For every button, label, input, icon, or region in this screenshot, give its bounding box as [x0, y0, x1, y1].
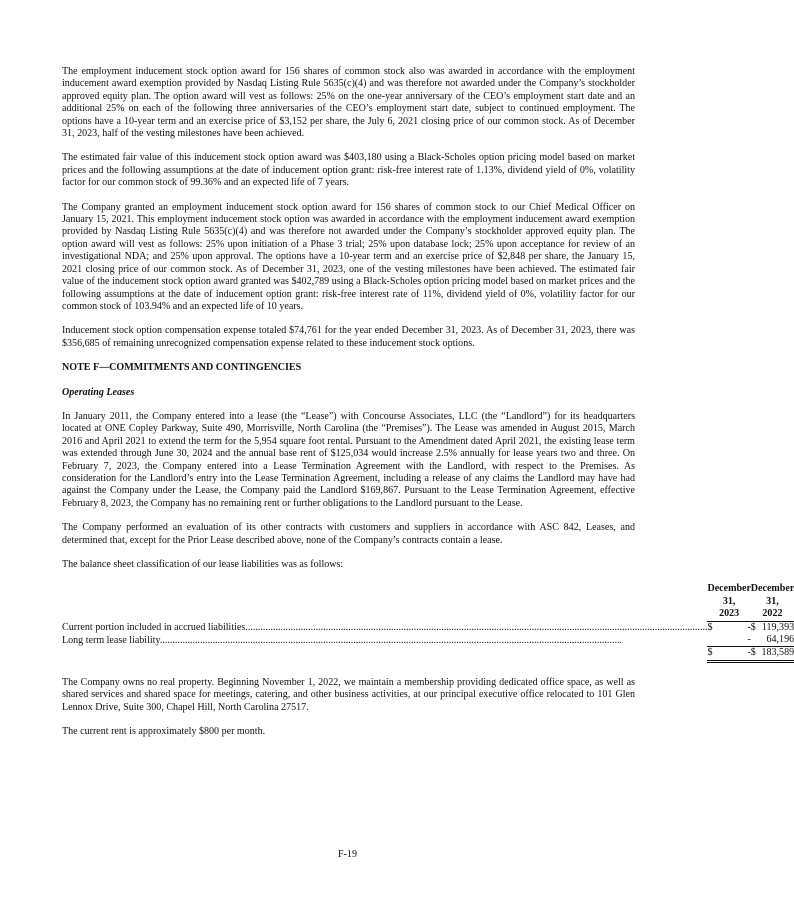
- document-page: [62, 66, 794, 750]
- table-header-row: [62, 583, 794, 608]
- value-2023: -: [747, 634, 751, 646]
- column-year-2023: 2023: [707, 608, 750, 621]
- paragraph-compensation-expense: Inducement stock option compensation expense totaled $74,761 for the year ended December 31, 2023. As of December 31, 2023, there was $356,685 of remaining unrecognized compensation expense related to these inducement stock options.: [62, 325, 635, 349]
- row-label: Current portion included in accrued liabilities .....: [62, 621, 707, 634]
- paragraph-real-property: The Company owns no real property. Beginning November 1, 2022, we maintain a membership providing dedicated office space, as well as shared services and shared space for meetings, catering, and other business activities, at our principal executive office relocated to 101 Glen Lennox Drive, Suite 300, Chapel Hill, North Carolina 27517.: [62, 676, 635, 713]
- paragraph-current-rent: The current rent is approximately $800 per month.: [62, 726, 266, 738]
- currency-symbol: $: [751, 647, 757, 661]
- paragraph-asc842-evaluation: The Company performed an evaluation of its other contracts with customers and suppliers in accordance with ASC 842, Leases, and determined that, except for the Prior Lease described above, none of the Company’s contracts contain a lease.: [62, 522, 635, 546]
- lease-liabilities-table: [62, 583, 794, 662]
- currency-symbol: $: [707, 647, 716, 661]
- table-total-row: [62, 647, 794, 661]
- value-2022: 64,196: [766, 634, 794, 646]
- column-year-2022: 2022: [751, 608, 794, 621]
- paragraph-cmo-option-award: The Company granted an employment inducement stock option award for 156 shares of common stock to our Chief Medical Officer on January 15, 2021. This employment inducement stock option was awarded in accordance with the employment inducement award exemption provided by Nasdaq Listing Rule 5635(c)(4) and was therefore not awarded under the Company’s stockholder approved equity plan. The option award will vest as follows: 25% upon initiation of a Phase 3 trial; 25% upon database lock; 25% upon acceptance for review of an investigational NDA; and 25% upon approval. The options have a 10-year term and an exercise price of $2,848 per share, the January 15, 2021 closing price of our common stock. As of December 31, 2023, one of the vesting milestones have been achieved. The estimated fair value of the inducement stock option award granted was $402,789 using a Black-Scholes option pricing model based on market prices and the following assumptions at the date of inducement option grant: risk-free interest rate of 11%, dividend yield of 0%, volatility factor for our common stock of 103.94% and an expected life of 10 years.: [62, 201, 635, 312]
- paragraph-ceo-option-fair-value: The estimated fair value of this inducement stock option award was $403,180 using a Black-Scholes option pricing model based on market prices and the following assumptions at the date of inducement option grant: risk-free interest rate of 1.13%, dividend yield of 0%, volatility factor for our common stock of 99.36% and an expected life of 7 years.: [62, 152, 635, 189]
- column-header-2022: December 31,: [750, 583, 794, 607]
- currency-symbol: $: [707, 621, 713, 633]
- total-2022: 183,589: [757, 647, 794, 661]
- table-header-row-year: [62, 608, 794, 621]
- value-2023: -: [747, 621, 751, 633]
- table-row: [62, 634, 794, 647]
- total-2023: -: [717, 647, 751, 661]
- table-row: [62, 621, 794, 634]
- currency-symbol: [707, 634, 716, 647]
- currency-symbol: $: [750, 621, 756, 633]
- note-heading: NOTE F—COMMITMENTS AND CONTINGENCIES: [62, 362, 302, 374]
- paragraph-lease-history: In January 2011, the Company entered into a lease (the “Lease”) with Concourse Associates, LLC (the “Landlord”) for its headquarters located at ONE Copley Parkway, Suite 490, Morrisville, North Carolina (the “Premises”). The Lease was amended in August 2015, March 2016 and April 2021 to extend the term for the 5,954 square foot rental. Pursuant to the Amendment dated April 2021, the existing lease term was extended through June 30, 2024 and the annual base rent of $125,034 would increase 2.5% annually for lease years two and three. On February 7, 2023, the Company entered into a Lease Termination Agreement with the Landlord, with respect to the Premises. As consideration for the Landlord’s entry into the Lease Termination Agreement, including a release of any claims the Landlord may have had against the Company under the Lease, the Company paid the Landlord $169,867. Pursuant to the Lease Termination Agreement, effective February 8, 2023, the Company has no remaining rent or further obligations to the Landlord pursuant to the Lease.: [62, 410, 635, 509]
- value-2022: 119,393: [761, 621, 794, 633]
- column-header-2023: December 31,: [707, 583, 751, 607]
- paragraph-ceo-option-award: The employment inducement stock option award for 156 shares of common stock also was awarded in accordance with the employment inducement award exemption provided by Nasdaq Listing Rule 5635(c)(4) and was therefore not awarded under the Company’s stockholder approved equity plan. The option award will vest as follows: 25% on the one-year anniversary of the CEO’s employment start date and an additional 25% on each of the following three anniversaries of the CEO’s employment start date, subject to continued employment. The options have a 10-year term and an exercise price of $3,152 per share, the July 6, 2021 closing price of our common stock. As of December 31, 2023, half of the vesting milestones have been achieved.: [62, 66, 635, 140]
- page-number: F-19: [338, 849, 357, 860]
- paragraph-table-intro: The balance sheet classification of our lease liabilities was as follows:: [62, 559, 344, 570]
- row-label: Long term lease liability .....: [62, 634, 707, 647]
- section-subheading: Operating Leases: [62, 386, 135, 398]
